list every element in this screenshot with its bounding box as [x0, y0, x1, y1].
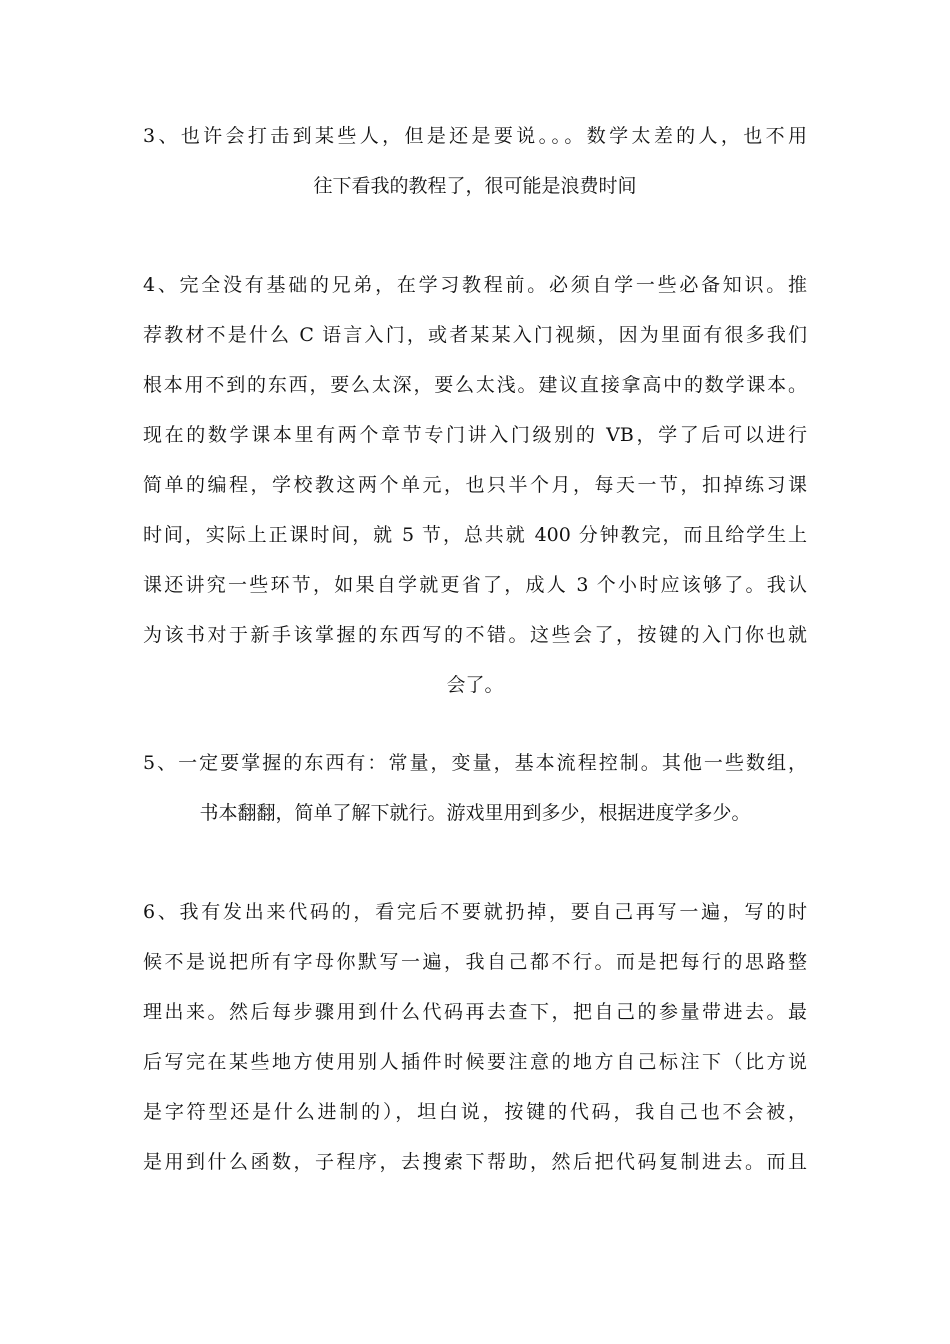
paragraph-3-line-2: 往下看我的教程了，很可能是浪费时间: [313, 175, 637, 197]
paragraph-4-line-9: 会了。: [446, 674, 504, 696]
paragraph-4-line-1: 4、完全没有基础的兄弟，在学习教程前。必须自学一些必备知识。推: [143, 274, 807, 296]
paragraph-6-line-6: 是用到什么函数，子程序，去搜索下帮助，然后把代码复制进去。而且: [143, 1151, 807, 1173]
paragraph-4-line-4: 现在的数学课本里有两个章节专门讲入门级别的 VB，学了后可以进行: [143, 424, 807, 446]
paragraph-3-line-1: 3、也许会打击到某些人，但是还是要说。。。数学太差的人，也不用: [143, 125, 807, 147]
paragraph-5-line-1: 5、一定要掌握的东西有：常量，变量，基本流程控制。其他一些数组，: [143, 752, 807, 774]
paragraph-6-line-1: 6、我有发出来代码的，看完后不要就扔掉，要自己再写一遍，写的时: [143, 901, 807, 923]
paragraph-5-line-2: 书本翻翻，简单了解下就行。游戏里用到多少，根据进度学多少。: [199, 802, 751, 824]
paragraph-6-line-2: 候不是说把所有字母你默写一遍，我自己都不行。而是把每行的思路整: [143, 951, 807, 973]
paragraph-4-line-7: 课还讲究一些环节，如果自学就更省了，成人 3 个小时应该够了。我认: [143, 574, 807, 596]
paragraph-4-line-6: 时间，实际上正课时间，就 5 节，总共就 400 分钟教完，而且给学生上: [143, 524, 807, 546]
paragraph-6-line-3: 理出来。然后每步骤用到什么代码再去查下，把自己的参量带进去。最: [143, 1001, 807, 1023]
paragraph-6-line-4: 后写完在某些地方使用别人插件时候要注意的地方自己标注下（比方说: [143, 1051, 807, 1073]
paragraph-4-line-3: 根本用不到的东西，要么太深，要么太浅。建议直接拿高中的数学课本。: [143, 374, 807, 396]
paragraph-4-line-8: 为该书对于新手该掌握的东西写的不错。这些会了，按键的入门你也就: [143, 624, 807, 646]
paragraph-6-line-5: 是字符型还是什么进制的），坦白说，按键的代码，我自己也不会被，: [143, 1101, 807, 1123]
paragraph-4-line-2: 荐教材不是什么 C 语言入门，或者某某入门视频，因为里面有很多我们: [143, 324, 807, 346]
paragraph-4-line-5: 简单的编程，学校教这两个单元，也只半个月，每天一节，扣掉练习课: [143, 474, 807, 496]
